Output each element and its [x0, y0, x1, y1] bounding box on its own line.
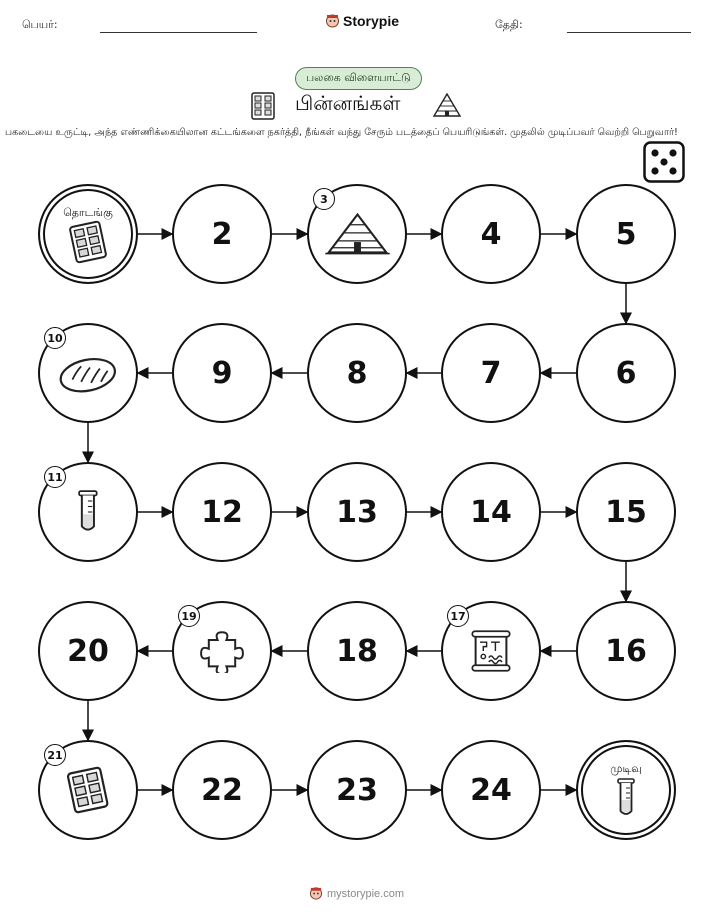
papyrus-scroll-icon: [469, 629, 513, 673]
cell-number-badge: 17: [447, 605, 469, 627]
cell-number: 18: [336, 633, 378, 669]
name-label: பெயர்:: [22, 18, 58, 31]
cell-number: 5: [615, 216, 637, 252]
start-cell[interactable]: [38, 184, 138, 284]
board-cell-21[interactable]: [38, 740, 138, 840]
board-cell-2[interactable]: [172, 184, 272, 284]
cell-number: 4: [480, 216, 502, 252]
cell-number: 20: [67, 633, 109, 669]
cell-number: 16: [605, 633, 647, 669]
board-cell-20[interactable]: [38, 601, 138, 701]
end-label: முடிவு: [610, 762, 642, 775]
test-tube-icon: [78, 490, 98, 534]
board-cell-24[interactable]: [441, 740, 541, 840]
board-cell-22[interactable]: [172, 740, 272, 840]
test-tube-icon: [617, 778, 635, 818]
cell-number: 12: [201, 494, 243, 530]
cell-number: 15: [605, 494, 647, 530]
cell-number: 23: [336, 772, 378, 808]
end-cell[interactable]: [576, 740, 676, 840]
cell-number: 13: [336, 494, 378, 530]
chocolate-bar-icon: [65, 765, 111, 816]
instructions: பகடையை உருட்டி, அந்த எண்ணிக்கையிலான கட்டங்களை நகர்த்தி, நீங்கள் வந்து சேரும் படத்தைப் பெயரிடுங்கள். முதலில் முடிப்பவர் வெற்றி பெறுவார்!: [5, 127, 678, 138]
board-cell-16[interactable]: [576, 601, 676, 701]
category-tag: பலகை விளையாட்டு: [295, 67, 422, 90]
footer: [309, 886, 404, 901]
board-cell-8[interactable]: [307, 323, 407, 423]
cell-number: 2: [211, 216, 233, 252]
board-cell-10[interactable]: [38, 323, 138, 423]
board-cell-5[interactable]: [576, 184, 676, 284]
board-cell-23[interactable]: [307, 740, 407, 840]
cell-number-badge: 3: [313, 188, 335, 210]
board-cell-3[interactable]: [307, 184, 407, 284]
brand-name: Storypie: [343, 13, 400, 29]
board-cell-15[interactable]: [576, 462, 676, 562]
board-cell-18[interactable]: [307, 601, 407, 701]
cell-number: 22: [201, 772, 243, 808]
cell-number-badge: 11: [44, 466, 66, 488]
cell-number: 7: [480, 355, 502, 391]
board-cell-11[interactable]: [38, 462, 138, 562]
storypie-mascot-icon: [309, 886, 323, 901]
board-cell-4[interactable]: [441, 184, 541, 284]
board-cell-12[interactable]: [172, 462, 272, 562]
footer-url[interactable]: mystorypie.com: [327, 887, 405, 900]
cell-number: 9: [211, 355, 233, 391]
puzzle-piece-icon: [200, 629, 244, 673]
board-cell-19[interactable]: [172, 601, 272, 701]
bread-loaf-icon: [57, 351, 119, 395]
cell-number-badge: 19: [178, 605, 200, 627]
date-label: தேதி:: [495, 18, 523, 31]
board-cell-6[interactable]: [576, 323, 676, 423]
board-cell-14[interactable]: [441, 462, 541, 562]
cell-number: 24: [470, 772, 512, 808]
cell-number-badge: 10: [44, 327, 66, 349]
board-cell-7[interactable]: [441, 323, 541, 423]
board-cell-17[interactable]: [441, 601, 541, 701]
board-cell-13[interactable]: [307, 462, 407, 562]
chocolate-bar-icon: [67, 219, 109, 265]
page-title: பின்னங்கள்: [295, 91, 401, 115]
cell-number: 14: [470, 494, 512, 530]
cell-number: 8: [346, 355, 368, 391]
cell-number: 6: [615, 355, 637, 391]
cell-number-badge: 21: [44, 744, 66, 766]
board-cell-9[interactable]: [172, 323, 272, 423]
start-label: தொடங்கு: [63, 206, 113, 219]
pyramid-icon: [323, 211, 392, 257]
